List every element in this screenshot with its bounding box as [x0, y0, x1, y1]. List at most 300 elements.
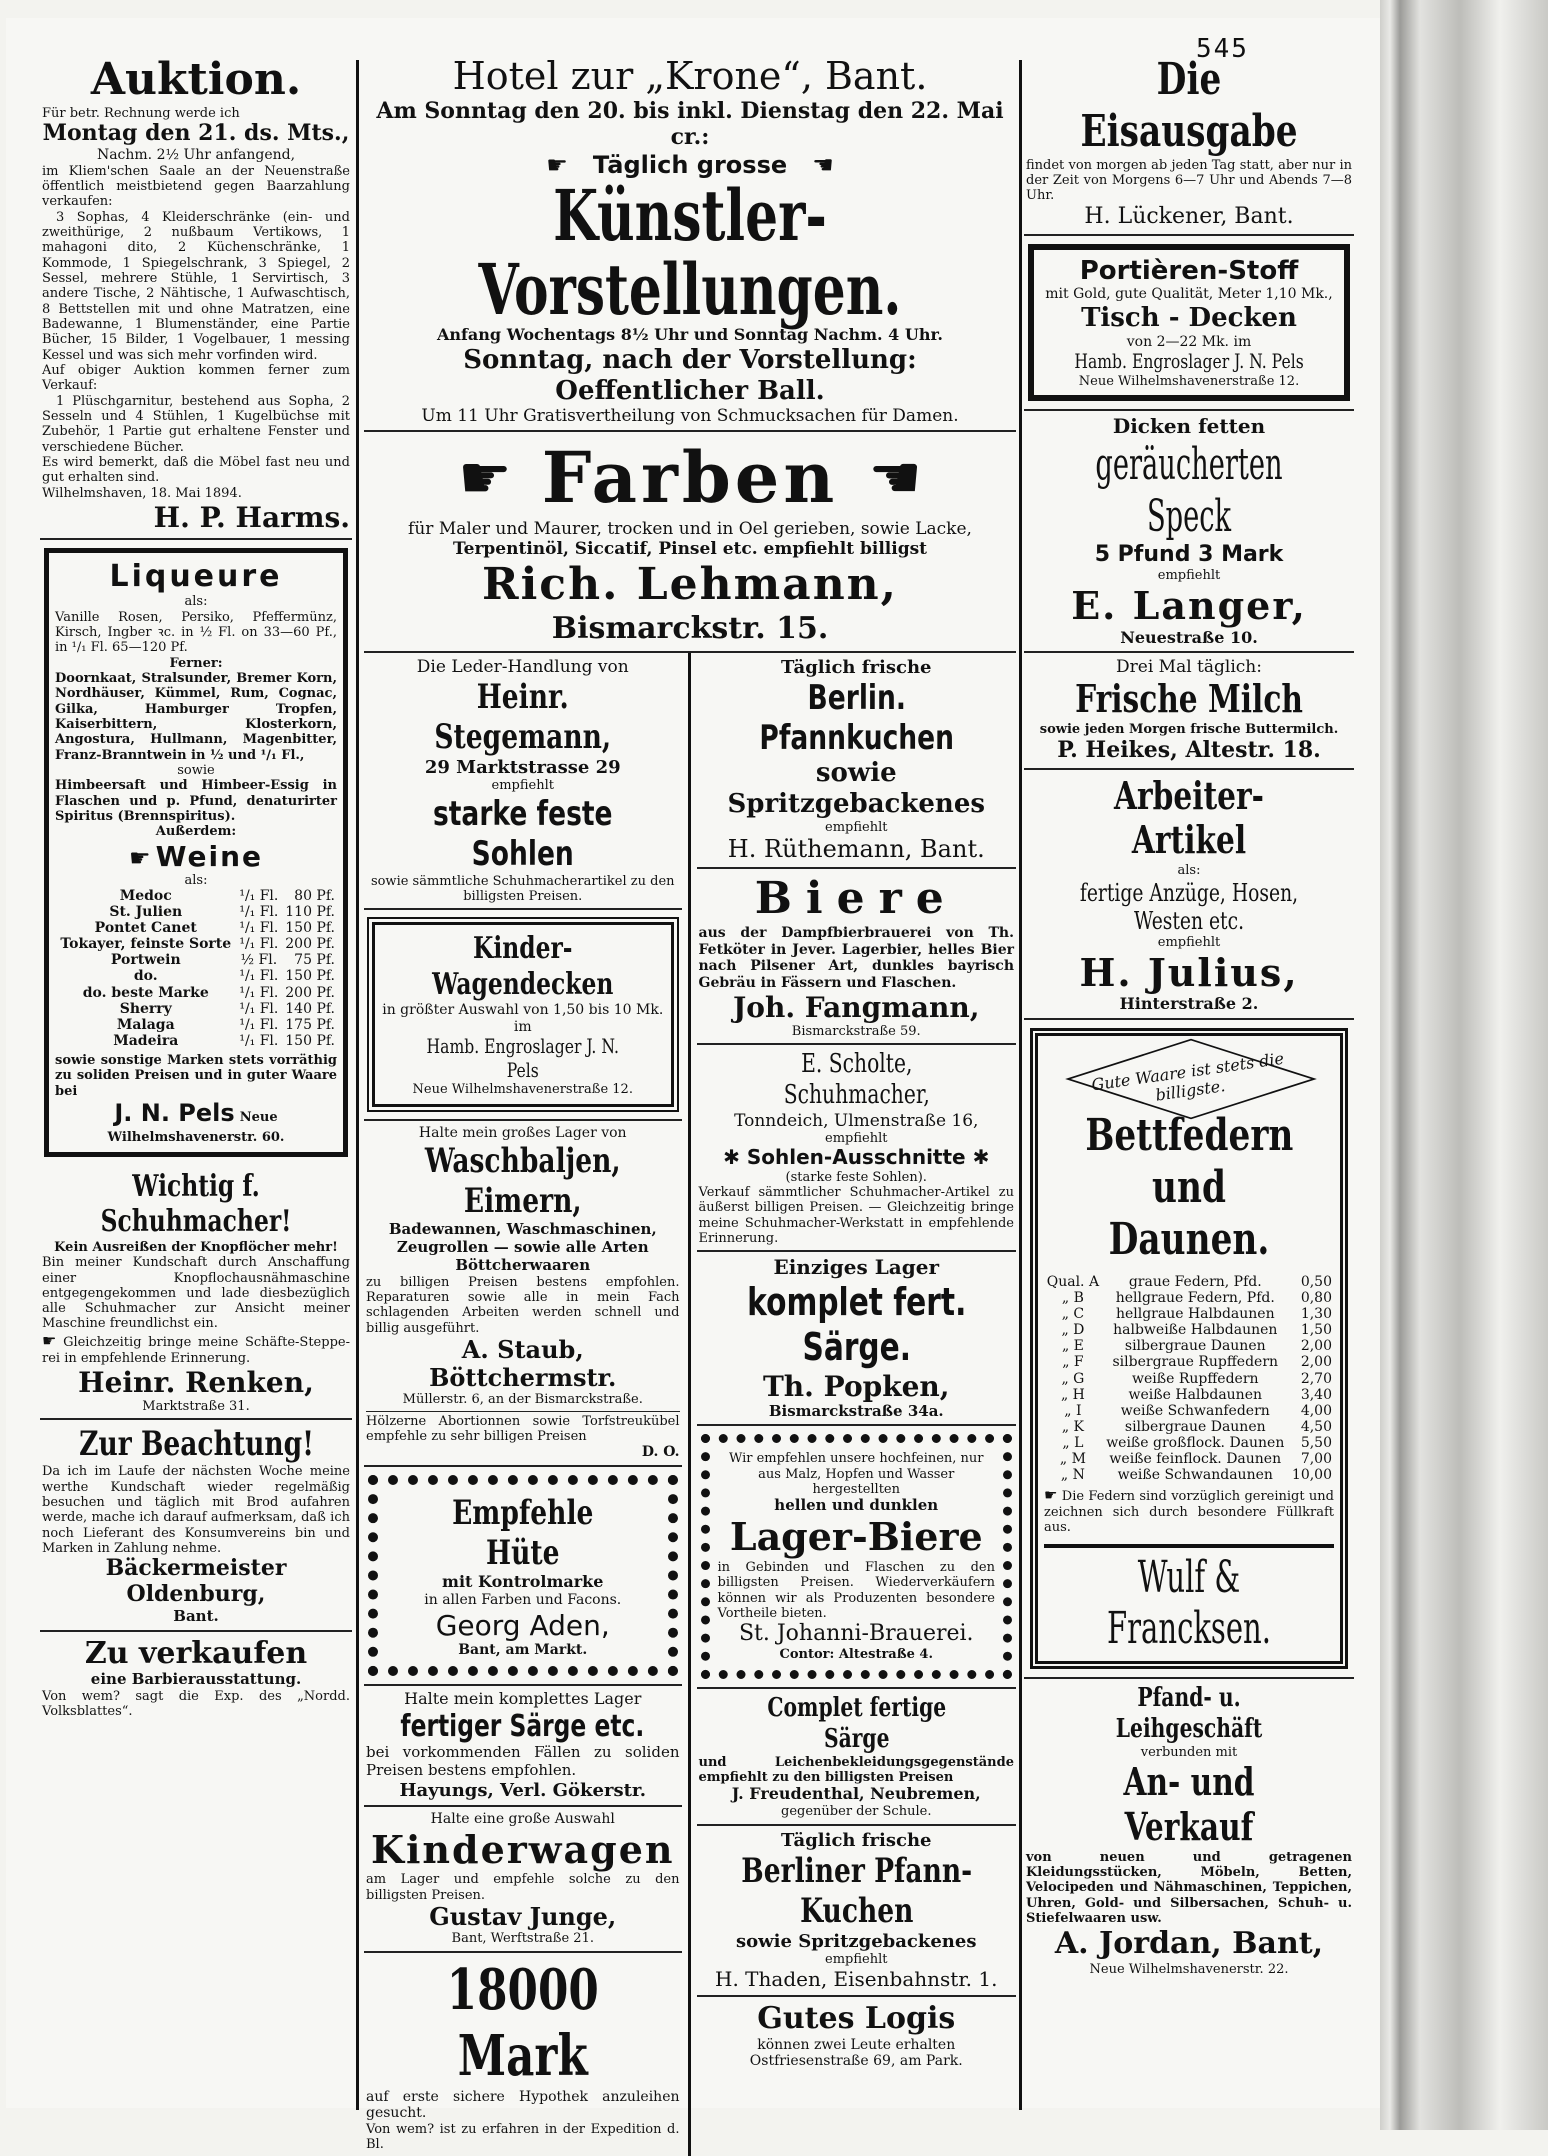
lagerbiere-name: St. Johanni-Brauerei.	[738, 1621, 974, 1647]
feather-price: 2,00	[1300, 1338, 1332, 1355]
pfk2-line1: Täglich frische	[781, 1829, 932, 1851]
feather-row	[1044, 1354, 1334, 1370]
wine-row	[55, 985, 337, 1001]
feather-description: silbergraue Rupffedern	[1112, 1354, 1279, 1371]
pointing-hand-icon: ☛	[457, 442, 512, 513]
wine-price: 175 Pf.	[285, 1016, 335, 1033]
pfand-line1: Pfand- u. Leihgeschäft	[1115, 1683, 1263, 1744]
ad-verkaufen	[40, 1632, 352, 1724]
liqueure-ausserdem: Außerdem:	[155, 824, 237, 840]
biere-name: Joh. Fangmann,	[733, 991, 980, 1025]
bettfedern-headline1: Bettfedern	[1084, 1110, 1294, 1162]
farben-body1: für Maler und Maurer, trocken und in Oel gerieben, sowie Lacke,	[408, 519, 972, 540]
wine-row	[55, 920, 337, 936]
feather-row	[1044, 1419, 1334, 1435]
wine-price: 75 Pf.	[294, 952, 335, 969]
staub-headline: Waschbaljen, Eimern,	[424, 1141, 621, 1222]
kinderwagen-body: am Lager und empfehle solche zu den billigsten Preisen.	[366, 1872, 680, 1903]
wine-name: Portwein	[110, 952, 181, 969]
bettfedern-headline2: und Daunen.	[1108, 1162, 1270, 1266]
scholte-headline: ✱ Sohlen-Ausschnitte ✱	[723, 1145, 990, 1170]
speck-line1: Dicken fetten	[1112, 414, 1266, 439]
page-number: 545	[1196, 34, 1249, 64]
feather-quality: „ F	[1062, 1354, 1084, 1371]
scholte-name: E. Scholte, Schuhmacher,	[783, 1049, 930, 1111]
huete-sub: mit Kontrolmarke	[442, 1572, 604, 1592]
feather-quality: „ B	[1061, 1290, 1084, 1307]
ad-liqueure	[40, 540, 352, 1165]
pfand-headline: An- und Verkauf	[1123, 1759, 1255, 1849]
portieren-body: mit Gold, gute Qualität, Meter 1,10 Mk.,	[1045, 286, 1333, 303]
feather-price: 0,80	[1300, 1290, 1332, 1307]
huete-name: Georg Aden,	[435, 1608, 610, 1642]
pointing-hand-icon: ☚	[868, 442, 923, 513]
feather-quality: „ H	[1060, 1386, 1085, 1403]
auktion-items: 3 Sophas, 4 Kleiderschränke (ein- und zweithürige, 2 nußbaum Vertikows, 1 mahagoni dito, 2 Küchenschränke, 1 Kommode, 1 Spiegelschrank, 3 Spiegel, 2 Sessel, mehrere Stühle, 1 Servirtisch, 3 andere Tische, 2 Nähtische, 1 Aufwaschtisch, 8 Bettstellen mit und ohne Matratzen, eine Badewanne, 1 Blumenständer, eine Partie Bücher, 15 Bilder, 1 Vogelbauer, 1 messing Kessel und was sich mehr vorfinden wird.	[42, 209, 350, 363]
lagerbiere-headline: Lager-Biere	[729, 1514, 983, 1560]
ad-kinderwagen	[364, 1807, 682, 1953]
logis-headline: Gutes Logis	[757, 2001, 956, 2037]
column-middle	[364, 50, 1016, 2153]
hypothek-note: Von wem? ist zu erfahren in der Expedition d. Bl.	[366, 2121, 680, 2153]
arbeiter-headline: Arbeiter-Artikel	[1114, 772, 1264, 863]
feather-quality: „ L	[1062, 1434, 1084, 1451]
feather-description: weiße großflock. Daunen	[1106, 1434, 1285, 1451]
staub-line1: Halte mein großes Lager von	[418, 1124, 627, 1141]
feather-row	[1044, 1322, 1334, 1338]
biere-address: Bismarckstraße 59.	[791, 1024, 921, 1040]
feather-description: weiße Schwandaunen	[1117, 1467, 1273, 1484]
pfk2-headline: Berliner Pfann-Kuchen	[740, 1850, 972, 1932]
wine-size: ¹/₁ Fl.	[239, 1016, 279, 1033]
kwd-title: Kinder-Wagendecken	[432, 931, 614, 1002]
pfk2-empf: empfiehlt	[825, 1952, 888, 1968]
schuhmacher-body: Bin meiner Kundschaft durch Anschaffung einer Knopflochausnähmaschine entgegengekommen und lade diesbezüglich alle Schuhmacher zur Ansicht meiner Maschine freundlichst ein.	[42, 1255, 350, 1332]
wine-name: Tokayer, feinste Sorte	[60, 936, 232, 953]
feather-price-table	[1044, 1274, 1334, 1483]
wine-name: Pontet Canet	[94, 920, 197, 937]
liqueure-list3: Himbeersaft und Himbeer-Essig in Flaschen und p. Pfund, denaturirter Spiritus (Brennspiritus).	[55, 778, 337, 824]
lagerbiere-sub: hellen und dunklen	[774, 1496, 939, 1515]
ad-pfandgeschaeft	[1024, 1679, 1354, 1981]
auktion-signature: H. P. Harms.	[153, 500, 350, 534]
biere-headline: Biere	[754, 873, 958, 925]
arbeiter-body: fertige Anzüge, Hosen, Westen etc.	[1079, 878, 1299, 935]
wine-row	[55, 936, 337, 952]
speck-name: E. Langer,	[1071, 582, 1307, 628]
wine-row	[55, 968, 337, 984]
verkaufen-body: eine Barbierausstattung.	[90, 1670, 302, 1689]
liqueure-closing: sowie sonstige Marken stets vorräthig zu soliden Preisen und in guter Waare bei	[55, 1052, 337, 1099]
pfk2-name: H. Thaden, Eisenbahnstr. 1.	[715, 1966, 998, 1991]
kinderwagen-address: Bant, Werftstraße 21.	[451, 1931, 594, 1947]
schuhmacher-title: Wichtig f. Schuhmacher!	[100, 1169, 292, 1240]
huete-title: Empfehle Hüte	[452, 1492, 594, 1574]
leder-body: sowie sämmtliche Schuhmacherartikel zu den billigsten Preisen.	[370, 873, 675, 905]
saerge1-body: bei vorkommenden Fällen zu soliden Preisen bestens empfohlen.	[366, 1743, 680, 1780]
leder-empf: empfiehlt	[491, 778, 554, 794]
feather-price: 1,50	[1300, 1322, 1332, 1339]
kinderwagen-headline: Kinderwagen	[370, 1826, 675, 1872]
wine-row	[55, 1001, 337, 1017]
feather-description: weiße Rupffedern	[1132, 1370, 1259, 1387]
auktion-title: Auktion.	[90, 54, 302, 105]
pfk1-sub: sowie Spritzgebackenes	[727, 758, 986, 819]
auktion-intro: im Kliem'schen Saale an der Neuenstraße öffentlich meistbietend gegen Baarzahlung verkaufen:	[42, 163, 350, 210]
wine-size: ¹/₁ Fl.	[239, 984, 279, 1001]
auktion-place-date: Wilhelmshaven, 18. Mai 1894.	[42, 485, 242, 501]
kinderwagendecken-frame	[372, 922, 674, 1106]
feather-row	[1044, 1274, 1334, 1290]
pfk1-line1: Täglich frische	[781, 656, 932, 678]
staub-body: zu billigen Preisen bestens empfohlen. Reparaturen sowie alle in mein Fach schlagenden Arbeiten werden schnell und billig ausgeführt.	[366, 1274, 680, 1336]
krone-note: Um 11 Uhr Gratisvertheilung von Schmucksachen für Damen.	[421, 406, 959, 427]
ad-schuhmacher	[40, 1165, 352, 1420]
speck-empf: empfiehlt	[1157, 568, 1221, 584]
kwd-address: Neue Wilhelmshavenerstraße 12.	[412, 1082, 633, 1098]
wine-size: ¹/₁ Fl.	[239, 887, 279, 904]
bettfedern-note: Die Federn sind vorzüglich gereinigt und zeichnen sich durch besondere Füllkraft aus.	[1044, 1489, 1334, 1536]
ad-saerge-hayungs	[364, 1686, 682, 1807]
liqueure-list2: Doornkaat, Stralsunder, Bremer Korn, Nordhäuser, Kümmel, Rum, Cognac, Gilka, Hamburger Tropfen, Kaiserbittern, Klosterkorn, Angostura, Hullmann, Magenbitter, Franz-Branntwein in ½ und ¹/₁ Fl.,	[55, 670, 337, 763]
kinderwagen-name: Gustav Junge,	[429, 1902, 617, 1931]
liqueure-title: Liqueure	[109, 558, 283, 594]
liqueure-list1: Vanille Rosen, Persiko, Pfeffermünz, Kirsch, Ingber ꝛc. in ½ Fl. on 33—60 Pf., in ¹/₁ Fl. 65—120 Pf.	[55, 609, 337, 656]
ad-staub	[364, 1121, 682, 1467]
wine-row	[55, 1033, 337, 1049]
milch-line1: Drei Mal täglich:	[1116, 657, 1262, 678]
milch-body: sowie jeden Morgen frische Buttermilch.	[1039, 722, 1339, 738]
speck-headline: geräucherten Speck	[1095, 438, 1283, 542]
ad-arbeiter	[1024, 770, 1354, 1021]
schuhmacher-body2: Gleichzeitig bringe meine Schäfte-Stepperei in empfehlende Erinnerung.	[42, 1334, 350, 1366]
arbeiter-name: H. Julius,	[1079, 949, 1299, 995]
staub-sig: D. O.	[641, 1444, 680, 1461]
speck-address: Neuestraße 10.	[1120, 627, 1258, 647]
liqueure-sowie: sowie	[177, 762, 215, 778]
feather-row	[1044, 1338, 1334, 1354]
ad-auktion	[40, 50, 352, 540]
auktion-extra: Auf obiger Auktion kommen ferner zum Verkauf:	[42, 362, 350, 394]
feather-price: 4,00	[1300, 1402, 1332, 1419]
freudenthal-headline: Complet fertige Särge	[766, 1693, 946, 1755]
arbeiter-empf: empfiehlt	[1157, 935, 1221, 951]
feather-price: 10,00	[1291, 1467, 1332, 1484]
diamond-text-2: ist stets	[1189, 1053, 1256, 1081]
wine-size: ¹/₁ Fl.	[239, 936, 279, 953]
feather-quality: Qual. A	[1046, 1273, 1100, 1290]
liqueure-address: Neue Wilhelmshavenerstr. 60.	[107, 1109, 285, 1146]
feather-quality: „ G	[1061, 1370, 1085, 1387]
staub-name: A. Staub, Böttchermstr.	[429, 1334, 617, 1393]
eis-title: Die Eisausgabe	[1080, 54, 1298, 157]
feather-quality: „ D	[1061, 1322, 1085, 1339]
pointing-hand-icon: ☚	[812, 150, 834, 179]
ad-beachtung	[40, 1420, 352, 1632]
kwd-body: in größter Auswahl von 1,50 bis 10 Mk. im	[382, 1002, 664, 1035]
pfand-address: Neue Wilhelmshavenerstr. 22.	[1089, 1961, 1289, 1977]
feather-row	[1044, 1290, 1334, 1306]
feather-price: 4,50	[1300, 1418, 1332, 1435]
column-right	[1024, 50, 1354, 2116]
wine-price: 150 Pf.	[285, 968, 335, 985]
farben-address: Bismarckstr. 15.	[551, 611, 829, 647]
feather-description: weiße Halbdaunen	[1128, 1386, 1263, 1403]
feather-price: 2,70	[1300, 1370, 1332, 1387]
column-left	[40, 50, 352, 2116]
logis-address: Ostfriesenstraße 69, am Park.	[749, 2053, 963, 2070]
eis-name: H. Lückener, Bant.	[1084, 203, 1294, 229]
pointing-hand-icon: ☛	[42, 1330, 57, 1350]
krone-dates: Am Sonntag den 20. bis inkl. Dienstag den 22. Mai cr.:	[376, 97, 1004, 150]
ad-hypothek	[364, 1953, 682, 2156]
feather-description: halbweiße Halbdaunen	[1113, 1322, 1278, 1339]
ad-pfannkuchen-ruethemann	[697, 653, 1017, 869]
ad-kinderwagendecken	[364, 910, 682, 1120]
wine-size: ¹/₁ Fl.	[239, 920, 279, 937]
wine-size: ¹/₁ Fl.	[239, 1032, 279, 1049]
ad-lagerbiere	[697, 1426, 1017, 1689]
wine-name: do. beste Marke	[82, 984, 209, 1001]
feather-row	[1044, 1306, 1334, 1322]
schuhmacher-body2-row	[42, 1332, 350, 1366]
ad-biere	[697, 869, 1017, 1045]
portieren-firm: Hamb. Engroslager J. N. Pels	[1074, 349, 1304, 374]
wine-price: 110 Pf.	[285, 904, 335, 921]
column-rule	[1019, 60, 1022, 2110]
weine-heading	[55, 840, 337, 873]
weine-als: als:	[184, 872, 208, 888]
pfand-body: von neuen und getragenen Kleidungsstücken, Möbeln, Betten, Velocipeden und Nähmaschinen, Teppichen, Uhren, Gold- und Silbersachen, Schuh- u. Stiefelwaaren usw.	[1026, 1849, 1352, 1926]
lagerbiere-ornament-frame	[701, 1434, 1013, 1679]
ad-logis	[697, 1997, 1017, 2073]
liqueure-frame	[44, 548, 348, 1157]
feather-quality: „ I	[1064, 1402, 1082, 1419]
lagerbiere-intro: Wir empfehlen unsere hochfeinen, nur aus Malz, Hopfen und Wasser hergestellten	[728, 1451, 984, 1498]
saerge1-name: Hayungs, Verl. Gökerstr.	[399, 1779, 646, 1801]
schuhmacher-address: Marktstraße 31.	[142, 1399, 250, 1415]
wine-price: 80 Pf.	[294, 887, 335, 904]
feather-row	[1044, 1467, 1334, 1483]
feather-description: graue Federn, Pfd.	[1128, 1273, 1262, 1290]
saerge1-headline: fertiger Särge etc.	[400, 1709, 645, 1744]
wine-name: do.	[133, 968, 158, 985]
portieren-address: Neue Wilhelmshavenerstraße 12.	[1078, 373, 1300, 389]
wine-name: Malaga	[116, 1016, 175, 1033]
leder-headline: starke feste Sohlen	[432, 793, 613, 874]
scholte-body: Verkauf sämmtlicher Schuhmacher-Artikel zu äußerst billigen Preisen. — Gleichzeitig bringe meine Schuhmacher-Werkstatt in empfehlende Erinnerung.	[698, 1185, 1014, 1247]
milch-headline: Frische Milch	[1075, 676, 1303, 722]
wine-price: 150 Pf.	[285, 1032, 335, 1049]
ad-lederhandlung	[364, 653, 682, 911]
portieren-frame	[1028, 244, 1350, 401]
freudenthal-name: J. Freudenthal, Neubremen,	[731, 1784, 981, 1804]
popken-line1: Einziges Lager	[773, 1255, 940, 1280]
wine-row	[55, 888, 337, 904]
milch-name: P. Heikes, Altestr. 18.	[1057, 736, 1321, 763]
feather-row	[1044, 1435, 1334, 1451]
beachtung-name: Bäckermeister Oldenburg,	[105, 1555, 287, 1608]
verkaufen-note: Von wem? sagt die Exp. des „Nordd. Volksblattes“.	[42, 1689, 350, 1720]
ad-eisausgabe	[1024, 50, 1354, 236]
pfk1-name: H. Rüthemann, Bant.	[727, 834, 985, 863]
eis-body: findet von morgen ab jeden Tag statt, aber nur in der Zeit von Morgens 6—7 Uhr und Abends 7—8 Uhr.	[1026, 157, 1352, 204]
scholte-address: Tonndeich, Ulmenstraße 16,	[734, 1110, 979, 1131]
wine-size: ¹/₁ Fl.	[239, 1000, 279, 1017]
feather-quality: „ E	[1061, 1338, 1084, 1355]
diamond-text-3: die billigste.	[1154, 1048, 1286, 1105]
staub-address: Müllerstr. 6, an der Bismarckstraße.	[402, 1392, 643, 1408]
ad-farben	[364, 432, 1016, 652]
liqueure-signature	[55, 1099, 337, 1146]
scholte-empf: empfiehlt	[825, 1130, 888, 1146]
feather-price: 7,00	[1300, 1450, 1332, 1467]
arbeiter-address: Hinterstraße 2.	[1119, 994, 1259, 1014]
bettfedern-frame	[1030, 1028, 1348, 1669]
huete-ornament-frame	[368, 1475, 678, 1676]
feather-description: silbergraue Daunen	[1124, 1418, 1266, 1435]
diamond-text-1: Gute Waare	[1090, 1062, 1188, 1095]
wine-name: Medoc	[119, 887, 172, 904]
hypothek-headline: 18000 Mark	[446, 1956, 599, 2089]
schuhmacher-sub: Kein Ausreißen der Knopflöcher mehr!	[54, 1239, 338, 1255]
wine-size: ¹/₁ Fl.	[239, 968, 279, 985]
leder-name: Heinr. Stegemann,	[434, 676, 612, 757]
wine-price: 200 Pf.	[285, 984, 335, 1001]
saerge1-line1: Halte mein komplettes Lager	[404, 1689, 642, 1709]
lagerbiere-body: in Gebinden und Flaschen zu den billigsten Preisen. Wiederverkäufern können wir als Produzenten besondere Vortheile bieten.	[717, 1559, 995, 1621]
krone-times: Anfang Wochentags 8½ Uhr und Sonntag Nachm. 4 Uhr.	[437, 325, 943, 345]
popken-headline: komplet fert. Särge.	[746, 1280, 966, 1369]
ad-bettfedern	[1024, 1020, 1354, 1679]
ad-scholte	[697, 1045, 1017, 1252]
ad-portieren	[1024, 236, 1354, 411]
farben-name: Rich. Lehmann,	[482, 559, 898, 611]
popken-name: Th. Popken,	[762, 1369, 950, 1403]
feather-quality: „ C	[1061, 1306, 1085, 1323]
pointing-hand-icon: ☛	[128, 843, 151, 872]
auktion-note: Es wird bemerkt, daß die Möbel fast neu und gut erhalten sind.	[42, 454, 350, 486]
middle-subcolumns	[364, 653, 1016, 2156]
pointing-hand-icon: ☛	[546, 150, 568, 179]
feather-row	[1044, 1451, 1334, 1467]
leder-address: 29 Marktstrasse 29	[424, 756, 621, 778]
feather-quality: „ K	[1061, 1418, 1084, 1435]
feather-price: 1,30	[1300, 1306, 1332, 1323]
pfand-name: A. Jordan, Bant,	[1054, 1926, 1324, 1962]
staub-items: Badewannen, Waschmaschinen, Zeugrollen — sowie alle Arten Böttcherwaaren	[388, 1220, 657, 1274]
bettfedern-note-row	[1044, 1487, 1334, 1535]
wine-name: Madeira	[113, 1032, 179, 1049]
auktion-time: Nachm. 2½ Uhr anfangend,	[96, 147, 296, 164]
biere-body: aus der Dampfbierbrauerei von Th. Fetköter in Jever. Lagerbier, helles Bier nach Pilsener Art, dunkles bayrisch Gebräu in Fässern und Flaschen.	[698, 925, 1014, 991]
feather-description: silbergraue Daunen	[1124, 1338, 1266, 1355]
wine-name: Sherry	[119, 1000, 172, 1017]
wine-size: ½ Fl.	[240, 952, 278, 969]
pfand-line2: verbunden mit	[1140, 1744, 1238, 1760]
liqueure-ferner: Ferner:	[169, 655, 223, 671]
verkaufen-title: Zu verkaufen	[84, 1636, 308, 1672]
liqueure-als: als:	[184, 594, 208, 610]
wine-price-table	[55, 888, 337, 1049]
leder-line1: Die Leder-Handlung von	[416, 656, 629, 677]
krone-ball: Sonntag, nach der Vorstellung: Oeffentlicher Ball.	[463, 344, 917, 406]
wine-price: 150 Pf.	[285, 920, 335, 937]
logis-body: können zwei Leute erhalten	[757, 2036, 956, 2053]
lagerbiere-address: Contor: Altestraße 4.	[779, 1647, 933, 1663]
auktion-line1: Für betr. Rechnung werde ich	[42, 105, 240, 121]
feather-price: 5,50	[1300, 1434, 1332, 1451]
ad-freudenthal	[697, 1689, 1017, 1825]
feather-price: 2,00	[1300, 1354, 1332, 1371]
feather-row	[1044, 1387, 1334, 1403]
huete-address: Bant, am Markt.	[458, 1641, 588, 1658]
auktion-date: Montag den 21. ds. Mts.,	[42, 120, 350, 147]
popken-address: Bismarckstraße 34a.	[768, 1401, 944, 1420]
weine-title: Weine	[155, 839, 263, 873]
feather-description: weiße feinflock. Daunen	[1109, 1450, 1282, 1467]
beachtung-title: Zur Beachtung!	[78, 1424, 314, 1465]
farben-title: Farben	[541, 436, 839, 520]
middle-subcolumn-right	[691, 653, 1017, 2156]
feather-description: hellgraue Federn, Pfd.	[1115, 1290, 1275, 1307]
krone-title: Hotel zur „Krone“, Bant.	[452, 54, 928, 98]
ad-speck	[1024, 411, 1354, 653]
wine-size: ¹/₁ Fl.	[239, 904, 279, 921]
freudenthal-body: und Leichenbekleidungsgegenstände empfiehlt zu den billigsten Preisen	[698, 1754, 1014, 1786]
wine-price: 200 Pf.	[285, 936, 335, 953]
huete-body: in allen Farben und Facons.	[424, 1592, 622, 1609]
ad-popken	[697, 1252, 1017, 1426]
hypothek-body: auf erste sichere Hypothek anzuleihen gesucht.	[366, 2088, 680, 2122]
ad-milch	[1024, 653, 1354, 769]
feather-row	[1044, 1371, 1334, 1387]
feather-price: 3,40	[1300, 1386, 1332, 1403]
column-rule	[356, 60, 359, 2110]
farben-body2: Terpentinöl, Siccatif, Pinsel etc. empfiehlt billigst	[452, 539, 928, 560]
beachtung-body: Da ich im Laufe der nächsten Woche meine werthe Kundschaft wieder regelmäßig besuchen und täglich mit Brod aufahren werde, mache ich darauf aufmerksam, daß ich noch Lieferant des Konsumvereins bin und Marken in Zahlung nehme.	[42, 1464, 350, 1557]
middle-subcolumn-left	[364, 653, 691, 2156]
staub-extra: Hölzerne Abortionnen sowie Torfstreukübel empfehle zu sehr billigen Preisen	[366, 1411, 680, 1445]
auktion-extra-items: 1 Plüschgarnitur, bestehend aus Sopha, 2 Sesseln und 4 Stühlen, 1 Kugelbüchse mit Zubehör, 1 Partie gut erhaltene Fenster und verschiedene Bücher.	[42, 393, 350, 455]
freudenthal-address: gegenüber der Schule.	[781, 1804, 932, 1820]
feather-quality: „ N	[1060, 1467, 1085, 1484]
scholte-sub: (starke feste Sohlen).	[785, 1169, 927, 1185]
arbeiter-als: als:	[1177, 863, 1201, 879]
wine-price: 140 Pf.	[285, 1000, 335, 1017]
ad-pfannkuchen-thaden	[697, 1826, 1017, 1998]
ad-huete	[364, 1467, 682, 1686]
kinderwagen-line1: Halte eine große Auswahl	[430, 1811, 615, 1827]
diamond-emblem	[1064, 1050, 1314, 1104]
wine-name: St. Julien	[109, 904, 183, 921]
krone-headline: Künstler-Vorstellungen.	[478, 174, 902, 331]
schuhmacher-name: Heinr. Renken,	[78, 1366, 314, 1400]
feather-row	[1044, 1403, 1334, 1419]
portieren-title: Portièren-Stoff	[1079, 255, 1299, 286]
feather-price: 0,50	[1300, 1273, 1332, 1290]
wine-row	[55, 904, 337, 920]
feather-quality: „ M	[1059, 1450, 1086, 1467]
wine-row	[55, 952, 337, 968]
krone-daily: Täglich grosse	[592, 150, 788, 179]
kwd-firm: Hamb. Engroslager J. N. Pels	[426, 1034, 619, 1082]
feather-description: weiße Schwanfedern	[1120, 1402, 1270, 1419]
wine-row	[55, 1017, 337, 1033]
speck-price: 5 Pfund 3 Mark	[1094, 542, 1284, 568]
ad-hotel-krone	[364, 50, 1016, 432]
book-binding-edge	[1380, 0, 1548, 2130]
